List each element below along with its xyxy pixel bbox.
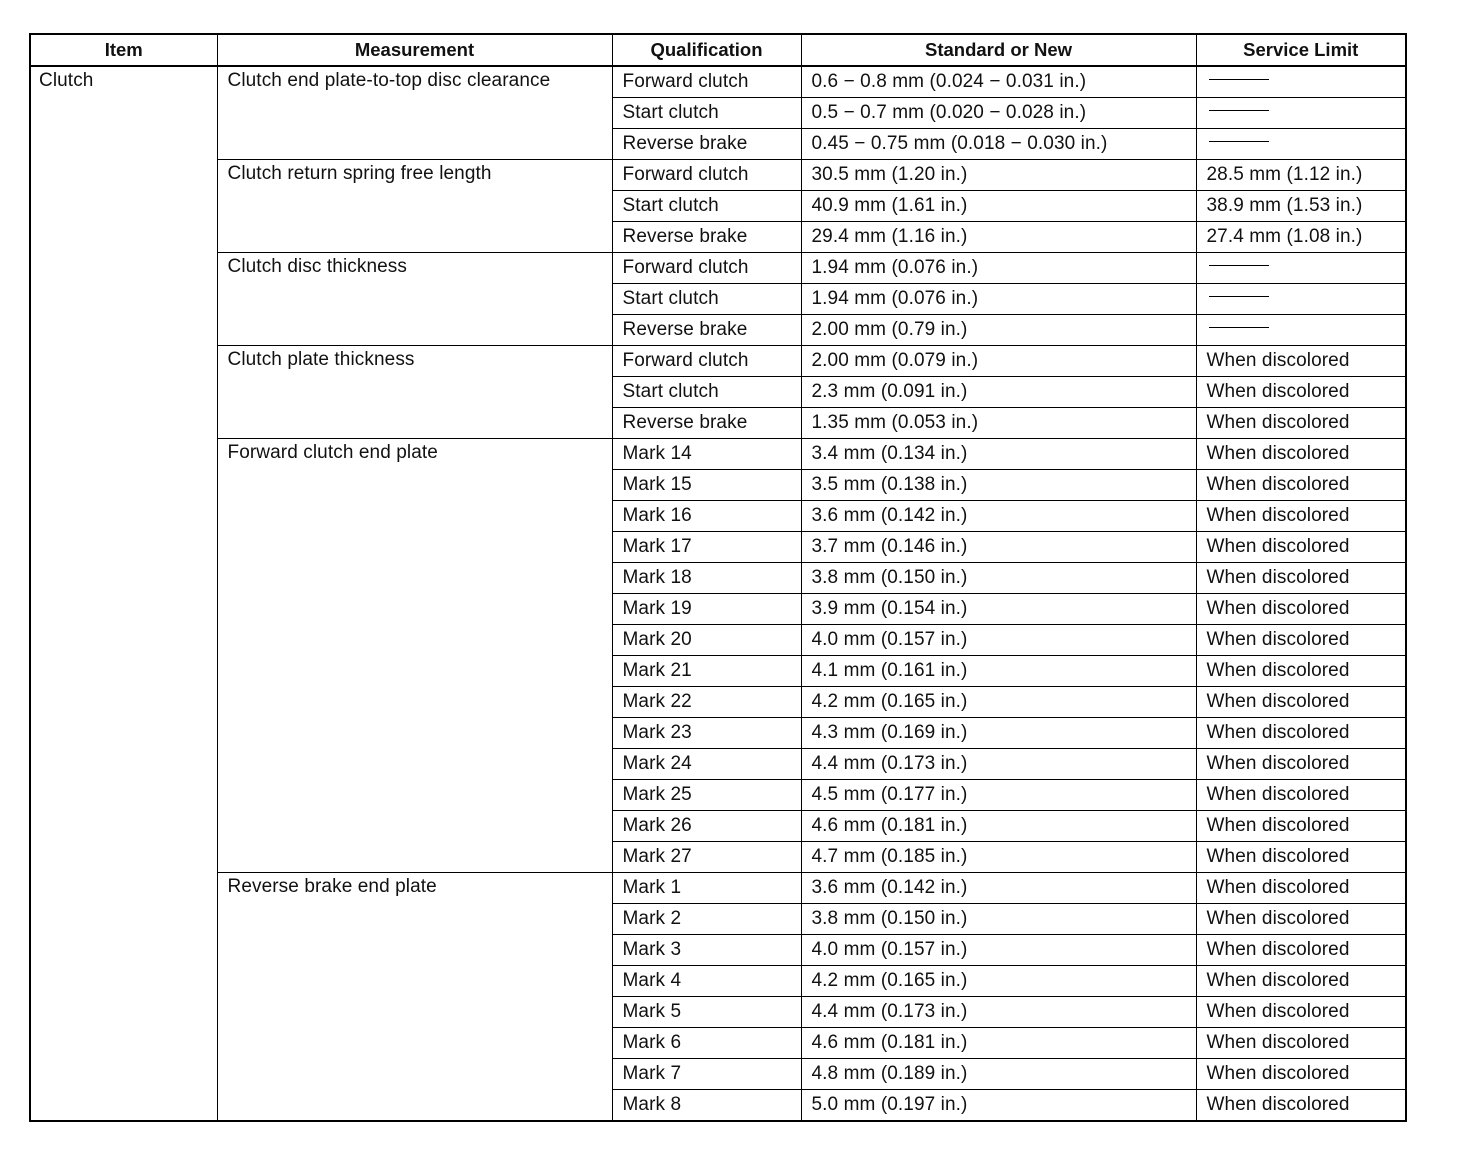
header-standard: Standard or New [801,34,1196,66]
standard-cell: 40.9 mm (1.61 in.) [801,191,1196,222]
qualification-cell: Mark 22 [612,687,801,718]
qualification-cell: Mark 1 [612,873,801,904]
qualification-cell: Forward clutch [612,253,801,284]
qualification-cell: Start clutch [612,377,801,408]
qualification-cell: Reverse brake [612,315,801,346]
standard-cell: 3.5 mm (0.138 in.) [801,470,1196,501]
service-limit-cell: When discolored [1196,904,1406,935]
qualification-cell: Mark 15 [612,470,801,501]
standard-cell: 3.6 mm (0.142 in.) [801,873,1196,904]
header-measurement: Measurement [217,34,612,66]
qualification-cell: Mark 3 [612,935,801,966]
header-item: Item [30,34,217,66]
service-limit-cell: When discolored [1196,656,1406,687]
standard-cell: 0.5 − 0.7 mm (0.020 − 0.028 in.) [801,98,1196,129]
no-limit-dash [1209,141,1269,142]
service-limit-cell: When discolored [1196,439,1406,470]
service-limit-cell: 38.9 mm (1.53 in.) [1196,191,1406,222]
standard-cell: 2.00 mm (0.079 in.) [801,346,1196,377]
standard-cell: 4.4 mm (0.173 in.) [801,997,1196,1028]
standard-cell: 3.6 mm (0.142 in.) [801,501,1196,532]
standard-cell: 3.9 mm (0.154 in.) [801,594,1196,625]
service-limit-cell [1196,315,1406,346]
service-limit-cell: When discolored [1196,687,1406,718]
service-limit-cell: When discolored [1196,718,1406,749]
qualification-cell: Mark 6 [612,1028,801,1059]
qualification-cell: Mark 26 [612,811,801,842]
standard-cell: 4.4 mm (0.173 in.) [801,749,1196,780]
no-limit-dash [1209,79,1269,80]
table-row [30,873,1406,904]
standard-cell: 0.6 − 0.8 mm (0.024 − 0.031 in.) [801,66,1196,98]
service-limit-cell: When discolored [1196,997,1406,1028]
service-limit-cell: 27.4 mm (1.08 in.) [1196,222,1406,253]
service-limit-cell [1196,284,1406,315]
service-limit-cell: When discolored [1196,1059,1406,1090]
qualification-cell: Start clutch [612,284,801,315]
service-limit-cell: When discolored [1196,563,1406,594]
standard-cell: 30.5 mm (1.20 in.) [801,160,1196,191]
service-limit-cell: When discolored [1196,532,1406,563]
standard-cell: 4.2 mm (0.165 in.) [801,687,1196,718]
standard-cell: 2.3 mm (0.091 in.) [801,377,1196,408]
table-row [30,160,1406,191]
service-limit-cell: 28.5 mm (1.12 in.) [1196,160,1406,191]
qualification-cell: Forward clutch [612,160,801,191]
standard-cell: 3.4 mm (0.134 in.) [801,439,1196,470]
no-limit-dash [1209,110,1269,111]
service-limit-cell: When discolored [1196,377,1406,408]
service-limit-cell: When discolored [1196,408,1406,439]
standard-cell: 3.8 mm (0.150 in.) [801,904,1196,935]
standard-cell: 4.6 mm (0.181 in.) [801,811,1196,842]
qualification-cell: Mark 20 [612,625,801,656]
standard-cell: 4.2 mm (0.165 in.) [801,966,1196,997]
service-limit-cell: When discolored [1196,811,1406,842]
qualification-cell: Reverse brake [612,129,801,160]
standard-cell: 1.35 mm (0.053 in.) [801,408,1196,439]
standard-cell: 2.00 mm (0.79 in.) [801,315,1196,346]
service-limit-cell: When discolored [1196,1028,1406,1059]
standard-cell: 4.3 mm (0.169 in.) [801,718,1196,749]
standard-cell: 4.8 mm (0.189 in.) [801,1059,1196,1090]
qualification-cell: Mark 25 [612,780,801,811]
standard-cell: 4.6 mm (0.181 in.) [801,1028,1196,1059]
standard-cell: 29.4 mm (1.16 in.) [801,222,1196,253]
header-row [30,34,1406,66]
measurement-cell: Clutch return spring free length [217,160,612,253]
qualification-cell: Start clutch [612,191,801,222]
service-limit-cell: When discolored [1196,966,1406,997]
no-limit-dash [1209,265,1269,266]
spec-body [30,66,1406,1121]
qualification-cell: Mark 24 [612,749,801,780]
qualification-cell: Mark 19 [612,594,801,625]
service-limit-cell: When discolored [1196,749,1406,780]
qualification-cell: Mark 18 [612,563,801,594]
qualification-cell: Mark 14 [612,439,801,470]
standard-cell: 4.5 mm (0.177 in.) [801,780,1196,811]
qualification-cell: Mark 7 [612,1059,801,1090]
standard-cell: 4.1 mm (0.161 in.) [801,656,1196,687]
standard-cell: 0.45 − 0.75 mm (0.018 − 0.030 in.) [801,129,1196,160]
service-limit-cell: When discolored [1196,470,1406,501]
service-limit-cell: When discolored [1196,501,1406,532]
service-limit-cell: When discolored [1196,780,1406,811]
no-limit-dash [1209,327,1269,328]
no-limit-dash [1209,296,1269,297]
standard-cell: 1.94 mm (0.076 in.) [801,253,1196,284]
service-limit-cell: When discolored [1196,346,1406,377]
service-limit-cell: When discolored [1196,873,1406,904]
measurement-cell: Forward clutch end plate [217,439,612,873]
table-row [30,66,1406,98]
standard-cell: 4.0 mm (0.157 in.) [801,935,1196,966]
qualification-cell: Mark 4 [612,966,801,997]
standard-cell: 4.0 mm (0.157 in.) [801,625,1196,656]
table-row [30,346,1406,377]
qualification-cell: Mark 23 [612,718,801,749]
qualification-cell: Reverse brake [612,408,801,439]
qualification-cell: Mark 2 [612,904,801,935]
qualification-cell: Forward clutch [612,66,801,98]
service-limit-cell [1196,66,1406,98]
measurement-cell: Clutch end plate-to-top disc clearance [217,66,612,160]
standard-cell: 1.94 mm (0.076 in.) [801,284,1196,315]
service-limit-cell: When discolored [1196,625,1406,656]
header-qualification: Qualification [612,34,801,66]
clutch-spec-table [29,33,1407,1122]
standard-cell: 4.7 mm (0.185 in.) [801,842,1196,873]
measurement-cell: Reverse brake end plate [217,873,612,1122]
table-row [30,439,1406,470]
qualification-cell: Mark 16 [612,501,801,532]
item-cell: Clutch [30,66,217,1121]
table-row [30,253,1406,284]
qualification-cell: Start clutch [612,98,801,129]
service-limit-cell [1196,253,1406,284]
service-limit-cell: When discolored [1196,842,1406,873]
service-limit-cell [1196,129,1406,160]
service-limit-cell: When discolored [1196,1090,1406,1122]
qualification-cell: Mark 17 [612,532,801,563]
qualification-cell: Forward clutch [612,346,801,377]
header-service-limit: Service Limit [1196,34,1406,66]
standard-cell: 3.8 mm (0.150 in.) [801,563,1196,594]
standard-cell: 3.7 mm (0.146 in.) [801,532,1196,563]
qualification-cell: Reverse brake [612,222,801,253]
service-limit-cell: When discolored [1196,935,1406,966]
qualification-cell: Mark 5 [612,997,801,1028]
qualification-cell: Mark 21 [612,656,801,687]
qualification-cell: Mark 8 [612,1090,801,1122]
service-limit-cell [1196,98,1406,129]
service-limit-cell: When discolored [1196,594,1406,625]
standard-cell: 5.0 mm (0.197 in.) [801,1090,1196,1122]
measurement-cell: Clutch disc thickness [217,253,612,346]
measurement-cell: Clutch plate thickness [217,346,612,439]
qualification-cell: Mark 27 [612,842,801,873]
